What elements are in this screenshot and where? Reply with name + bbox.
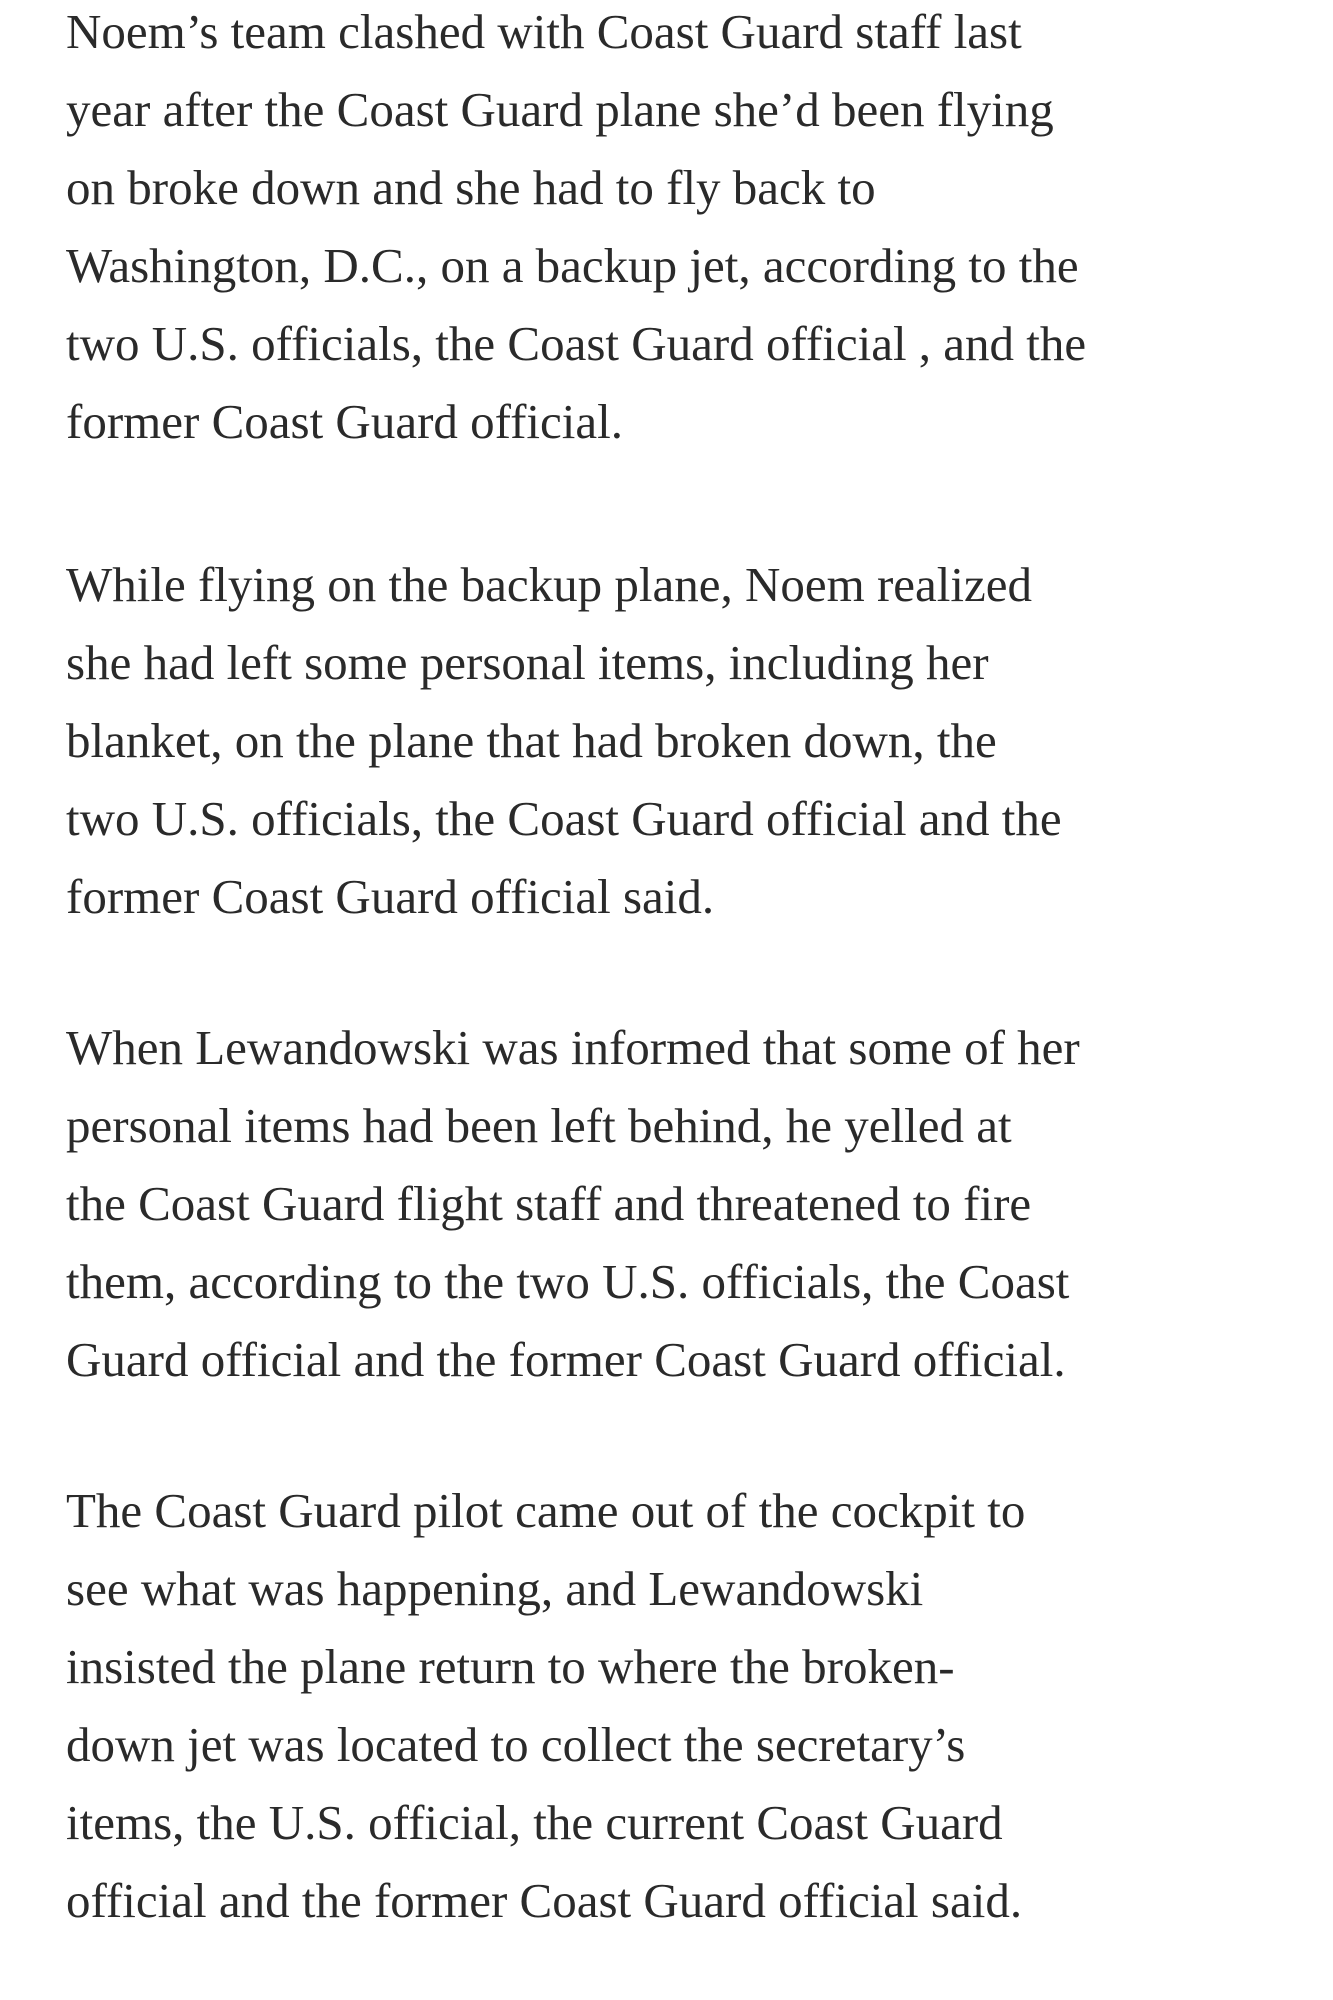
paragraph-3-line-1: When Lewandowski was informed that some of her (66, 1020, 1080, 1075)
paragraph-4-line-1: The Coast Guard pilot came out of the cockpit to (66, 1483, 1026, 1538)
paragraph-3-line-4: them, according to the two U.S. officials, the Coast (66, 1254, 1070, 1309)
paragraph-4-line-6: official and the former Coast Guard official said. (66, 1873, 1023, 1928)
paragraph-4-line-3: insisted the plane return to where the broken- (66, 1639, 955, 1694)
article-paragraph-3 (66, 1009, 1080, 1399)
paragraph-1-line-3: on broke down and she had to fly back to (66, 160, 876, 215)
paragraph-2-line-4: two U.S. officials, the Coast Guard official and the (66, 791, 1062, 846)
article-paragraph-4 (66, 1472, 1025, 1940)
paragraph-1-line-2: year after the Coast Guard plane she’d been flying (66, 82, 1054, 137)
paragraph-1-line-6: former Coast Guard official. (66, 394, 623, 449)
paragraph-4-line-4: down jet was located to collect the secretary’s (66, 1717, 966, 1772)
paragraph-2-line-1: While flying on the backup plane, Noem realized (66, 557, 1033, 612)
paragraph-3-line-2: personal items had been left behind, he yelled at (66, 1098, 1012, 1153)
article-paragraph-1 (66, 0, 1086, 461)
paragraph-2-line-5: former Coast Guard official said. (66, 869, 715, 924)
paragraph-2-line-2: she had left some personal items, including her (66, 635, 989, 690)
paragraph-4-line-2: see what was happening, and Lewandowski (66, 1561, 924, 1616)
article-paragraph-2 (66, 546, 1062, 936)
paragraph-4-line-5: items, the U.S. official, the current Coast Guard (66, 1795, 1003, 1850)
paragraph-2-line-3: blanket, on the plane that had broken down, the (66, 713, 997, 768)
paragraph-1-line-4: Washington, D.C., on a backup jet, according to the (66, 238, 1079, 293)
paragraph-1-line-5: two U.S. officials, the Coast Guard official , and the (66, 316, 1087, 371)
paragraph-3-line-5: Guard official and the former Coast Guard official. (66, 1332, 1066, 1387)
paragraph-1-line-1: Noem’s team clashed with Coast Guard staff last (66, 4, 1022, 59)
paragraph-3-line-3: the Coast Guard flight staff and threatened to fire (66, 1176, 1032, 1231)
